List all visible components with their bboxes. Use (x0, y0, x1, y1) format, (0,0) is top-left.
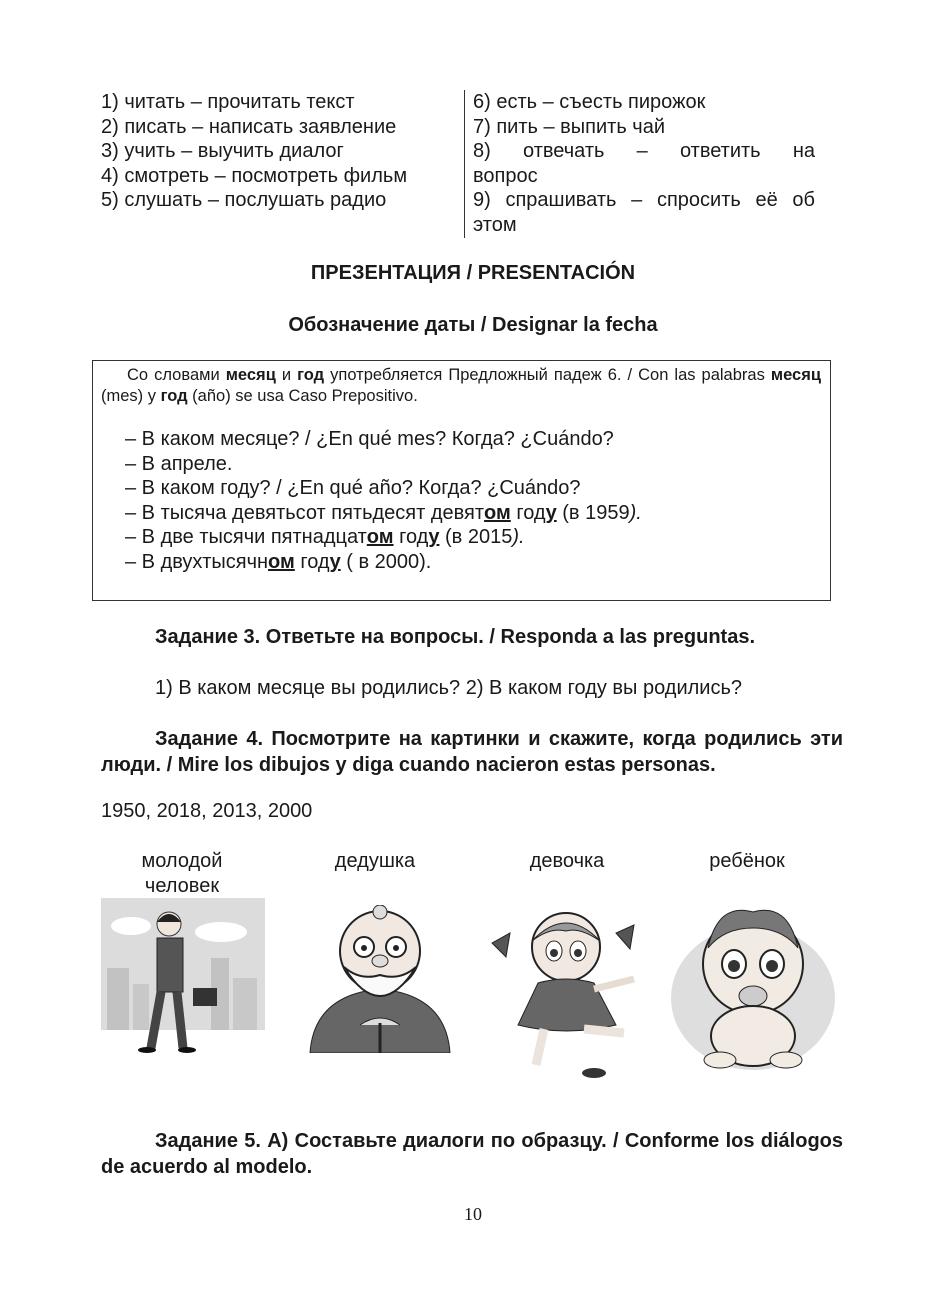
example-text: – В двухтысячн (125, 550, 269, 573)
verb-pairs-left-column (101, 90, 451, 213)
example-text: – В две тысячи пятнадцат (125, 526, 367, 549)
task3-title (101, 624, 843, 650)
page-number: 10 (464, 1204, 482, 1224)
example-5 (125, 525, 642, 550)
note-keyword: год (297, 366, 325, 384)
example-1: – В каком месяце? / ¿En qué mes? Когда? ¿Cuándo? (125, 428, 614, 450)
verb-pair-9-line1: 9) спрашивать – спросить её об (473, 189, 815, 212)
note-text: употребляется Предложный падеж 6. / Con las palabras (324, 366, 771, 384)
girl-illustration (484, 905, 649, 1080)
label-young-man (97, 849, 267, 898)
note-keyword: год (160, 387, 188, 405)
verb-pair-6: 6) есть – съесть пирожок (473, 91, 706, 113)
example-text: год (510, 501, 546, 524)
note-keyword: месяц (225, 366, 276, 384)
section-title: ПРЕЗЕНТАЦИЯ / PRESENTACIÓN (310, 262, 636, 284)
verb-pair-8-line1: 8) отвечать – ответить на (473, 140, 815, 163)
example-text: год (294, 550, 330, 573)
example-ending: ом (484, 501, 511, 524)
baby-illustration (668, 898, 838, 1073)
example-3: – В каком году? / ¿En qué año? Когда? ¿Cuándo? (125, 477, 581, 500)
grammar-examples (125, 427, 642, 575)
example-ending: у (329, 550, 341, 573)
verb-pair-7: 7) пить – выпить чай (473, 115, 666, 138)
verb-pair-4: 4) смотреть – посмотреть фильм (101, 164, 408, 187)
task4-years: 1950, 2018, 2013, 2000 (101, 800, 313, 822)
example-ending: ом (366, 526, 394, 549)
example-text: ( в 2000). (340, 550, 432, 573)
verb-pair-8-line2: вопрос (473, 164, 538, 187)
verb-pair-5: 5) слушать – послушать радио (101, 189, 387, 212)
example-text: – В тысяча девятьсот пятьдесят девят (125, 501, 485, 524)
example-ending: ом (268, 550, 295, 573)
note-keyword: месяц (770, 366, 821, 384)
verb-pair-1: 1) читать – прочитать текст (101, 91, 355, 113)
note-text: (mes) y (101, 387, 161, 405)
verb-pair-9-line2: этом (473, 213, 517, 236)
example-text: ). (512, 526, 525, 549)
example-6 (125, 550, 642, 575)
task4-title (101, 726, 843, 778)
task5-title (101, 1128, 843, 1180)
note-text: (año) se usa Caso Prepositivo. (187, 387, 418, 405)
subsection-title: Обозначение даты / Designar la fecha (288, 314, 658, 336)
verb-pairs-right-column (464, 90, 815, 238)
label-girl: девочка (529, 850, 605, 872)
example-ending: у (545, 501, 557, 524)
label-grandpa: дедушка (334, 850, 416, 872)
task4-title-text: Задание 4. Посмотрите на картинки и скажите, когда родились эти люди. / Mire los dibujos y diga cuando nacieron estas personas. (101, 728, 843, 776)
task3-title-text: Задание 3. Ответьте на вопросы. / Responda a las preguntas. (155, 626, 756, 648)
grammar-note (101, 365, 821, 407)
note-text: и (275, 366, 298, 384)
note-text: Со словами (127, 366, 226, 384)
example-4 (125, 501, 642, 526)
task3-questions: 1) В каком месяце вы родились? 2) В каком году вы родились? (155, 677, 743, 699)
label-young-man-line1: молодой (141, 850, 223, 872)
young-man-illustration (101, 898, 265, 1053)
grammar-rule-box (92, 360, 831, 601)
verb-pair-2: 2) писать – написать заявление (101, 115, 397, 138)
example-text: год (393, 526, 429, 549)
label-young-man-line2: человек (144, 874, 220, 897)
example-text: (в 1959 (556, 501, 630, 524)
task5-title-text: Задание 5. А) Составьте диалоги по образцу. / Conforme los diálogos de acuerdo al modelo. (101, 1130, 843, 1178)
label-baby: ребёнок (709, 850, 785, 872)
example-text: (в 2015 (439, 526, 513, 549)
example-text: ). (629, 501, 642, 524)
verb-pair-3: 3) учить – выучить диалог (101, 140, 344, 163)
example-ending: у (428, 526, 440, 549)
example-2: – В апреле. (125, 452, 233, 475)
grandpa-illustration (300, 905, 460, 1053)
